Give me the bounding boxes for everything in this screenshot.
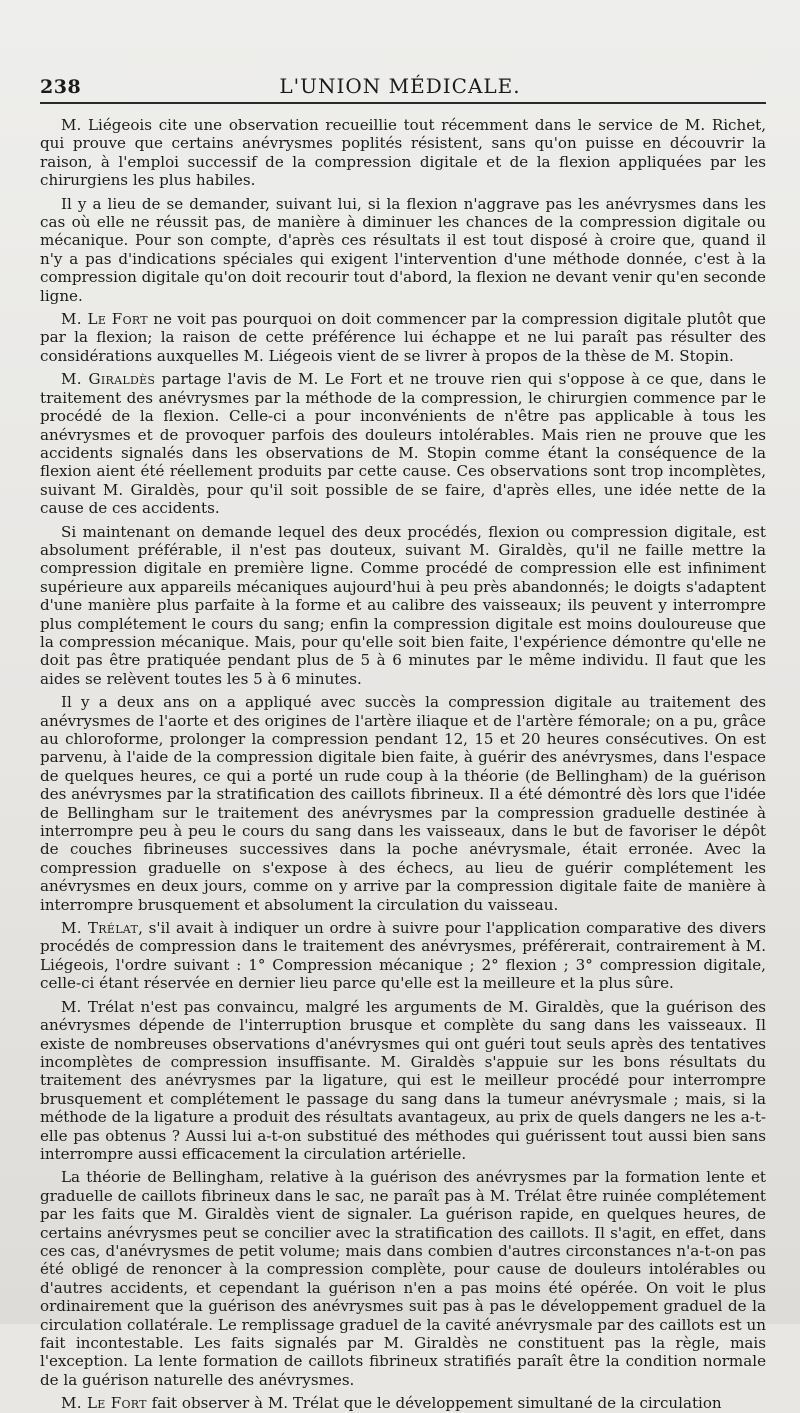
paragraph — [40, 116, 766, 190]
paragraph — [40, 370, 766, 517]
paragraph-text: Si maintenant on demande lequel des deux procédés, flexion ou compression digitale, est absolument préférable, il n'est pas douteux, suivant M. Giraldès, qu'il ne faille mettre la compression digitale en première ligne. Comme procédé de compression elle est infiniment supérieure aux appareils mécaniques aujourd'hui à peu près abandonnés; le doigts s'adaptent d'une manière plus parfaite à la forme et au calibre des vaisseaux; ils peuvent y interrompre plus complétement le cours du sang; enfin la compression digitale est moins douloureuse que la compression mécanique. Mais, pour qu'elle soit bien faite, l'expérience démontre qu'elle ne doit pas être pratiquée pendant plus de 5 à 6 minutes par le même individu. Il faut que les aides se relèvent toutes les 5 à 6 minutes. — [40, 522, 766, 688]
article-body — [40, 116, 767, 1413]
paragraph — [40, 998, 766, 1164]
paragraph-text: ne voit pas pourquoi on doit commencer par la compression digitale plutôt que par la flexion; la raison de cette préférence lui échappe et ne lui paraît pas résulter des considérations auxquelles M. Liégeois vient de se livrer à propos de la thèse de M. Stopin. — [40, 310, 766, 365]
paragraph-text: Il y a lieu de se demander, suivant lui, si la flexion n'aggrave pas les anévrysmes dans les cas où elle ne réussit pas, de manière à diminuer les chances de la compression digitale ou mécanique. Pour son compte, d'après ces résultats il est tout disposé à croire que, quand il n'y a pas d'indications spéciales qui exigent l'intervention d'une méthode donnée, c'est à la compression digitale qu'on doit recourir tout d'abord, la flexion ne devant venir qu'en seconde ligne. — [40, 194, 766, 305]
paragraph — [40, 195, 766, 305]
speaker-name: M. Le Fort — [61, 1394, 147, 1413]
paragraph-text: fait observer à M. Trélat que le développement simultané de la circulation — [146, 1394, 722, 1413]
paragraph — [40, 1168, 766, 1389]
paragraph-text: partage l'avis de M. Le Fort et ne trouve rien qui s'oppose à ce que, dans le traitement des anévrysmes par la méthode de la compression, le chirurgien commence par le procédé de la flexion. Celle-ci a pour inconvénients de n'être pas applicable à tous les anévrysmes et de provoquer parfois des douleurs intolérables. Mais rien ne prouve que les accidents signalés dans les observations de M. Stopin comme étant la conséquence de la flexion aient été réellement produits par cette cause. Ces observations sont trop incomplètes, suivant M. Giraldès, pour qu'il soit possible de se faire, d'après elles, une idée nette de la cause de ces accidents. — [40, 370, 767, 518]
paragraph — [40, 1394, 766, 1412]
paragraph — [40, 693, 766, 914]
running-title: L'UNION MÉDICALE. — [279, 74, 521, 98]
header-rule — [40, 102, 766, 104]
paragraph-text: , s'il avait à indiquer un ordre à suivre pour l'application comparative des divers procédés de compression dans le traitement des anévrysmes, préférerait, contrairement à M. Liégeois, l'ordre suivant : 1° Compression mécanique ; 2° flexion ; 3° compression digitale, celle-ci étant réservée en dernier lieu parce qu'elle est la meilleure et la plus sûre. — [40, 919, 766, 993]
paragraph-text: La théorie de Bellingham, relative à la guérison des anévrysmes par la formation lente et graduelle de caillots fibrineux dans le sac, ne paraît pas à M. Trélat être ruinée complétement par les faits que M. Giraldès vient de signaler. La guérison rapide, en quelques heures, de certains anévrysmes peut se concilier avec la stratification des caillots. Il s'agit, en effet, dans ces cas, d'anévrysmes de petit volume; mais dans combien d'autres circonstances n'a-t-on pas été obligé de renoncer à la compression complète, pour cause de douleurs intolérables ou d'autres accidents, et cependant la guérison n'en a pas moins été opérée. On voit le plus ordinairement que la guérison des anévrysmes suit pas à pas le développement graduel de la circulation collatérale. Le remplissage graduel de la cavité anévrysmale par des caillots est un fait incontestable. Les faits signalés par M. Giraldès ne constituent pas la règle, mais l'exception. La lente formation de caillots fibrineux stratifiés paraît être la condition normale de la guérison naturelle des anévrysmes. — [40, 1168, 766, 1389]
paragraph-text: M. Trélat n'est pas convaincu, malgré les arguments de M. Giraldès, que la guérison des anévrysmes dépende de l'interruption brusque et complète du sang dans les vaisseaux. Il existe de nombreuses observations d'anévrysmes qui ont guéri tout seuls après des tentatives incomplètes de compression insuffisante. M. Giraldès s'appuie sur les bons résultats du traitement des anévrysmes par la ligature, qui est le meilleur procédé pour interrompre brusquement et complétement le passage du sang dans la tumeur anévrysmale ; mais, si la méthode de la ligature a produit des résultats avantageux, au prix de quels dangers ne les a-t-elle pas obtenus ? Aussi lui a-t-on substitué des méthodes qui guérissent tout aussi bien sans interrompre aussi efficacement la circulation artérielle. — [40, 997, 766, 1163]
paragraph — [40, 310, 766, 365]
paragraph-text: Il y a deux ans on a appliqué avec succès la compression digitale au traitement des anévrysmes de l'aorte et des origines de l'artère iliaque et de l'artère fémorale; on a pu, grâce au chloroforme, prolonger la compression pendant 12, 15 et 20 heures consécutives. On est parvenu, à l'aide de la compression digitale bien faite, à guérir des anévrysmes, dans l'espace de quelques heures, ce qui a porté un rude coup à la théorie (de Bellingham) de la guérison des anévrysmes par la stratification des caillots fibrineux. Il a été démontré dès lors que l'idée de Bellingham sur le traitement des anévrysmes par la compression graduelle destinée à interrompre peu à peu le cours du sang dans les vaisseaux, dans le but de favoriser le dépôt de couches fibrineuses successives dans la poche anévrysmale, était erronée. Avec la compression graduelle on s'expose à des échecs, au lieu de guérir complétement les anévrysmes en deux jours, comme on y arrive par la compression digitale faite de manière à interrompre brusquement et absolument la circulation du vaisseau. — [40, 693, 766, 914]
speaker-name: M. Trélat — [61, 919, 139, 938]
paragraph — [40, 523, 766, 689]
page-number: 238 — [40, 76, 82, 98]
speaker-name: M. Giraldès — [61, 370, 156, 389]
paragraph — [40, 919, 766, 993]
page-header — [0, 66, 800, 106]
paragraph-text: M. Liégeois cite une observation recueillie tout récemment dans le service de M. Richet, qui prouve que certains anévrysmes poplités résistent, sans qu'on puisse en découvrir la raison, à l'emploi successif de la compression digitale et de la flexion appliquées par les chirurgiens les plus habiles. — [40, 116, 766, 190]
speaker-name: M. Le Fort — [61, 310, 148, 329]
